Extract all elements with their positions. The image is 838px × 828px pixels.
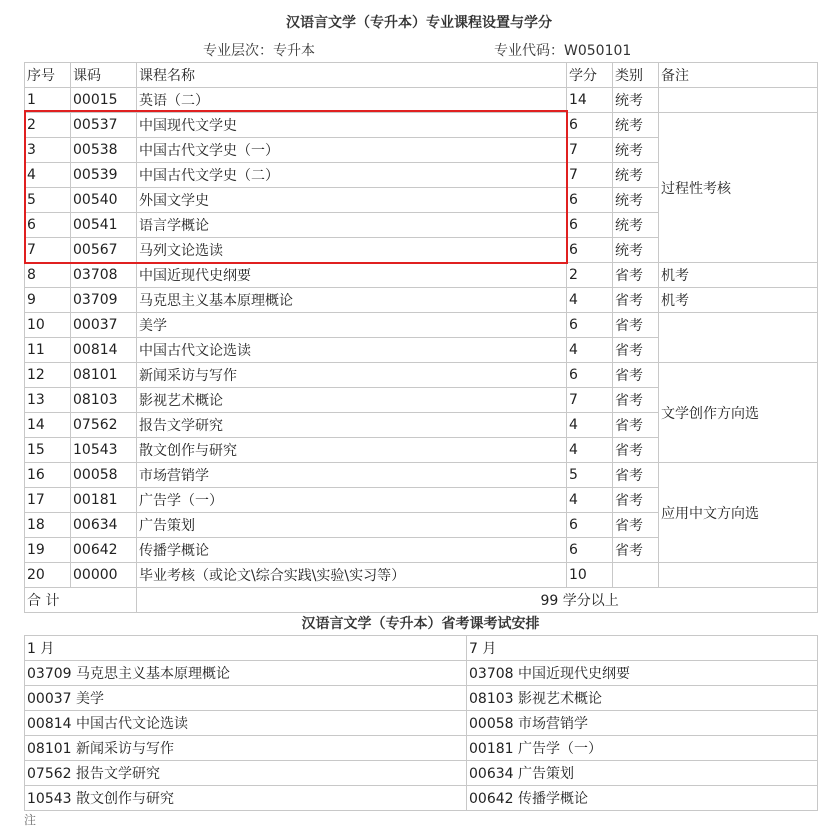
exam-row [25, 736, 818, 761]
course-seq: 11 [25, 338, 71, 363]
header-note: 备注 [659, 63, 818, 88]
course-name: 马列文论选读 [137, 238, 567, 263]
course-name: 中国古代文论选读 [137, 338, 567, 363]
exam-row [25, 661, 818, 686]
header-credit: 学分 [567, 63, 613, 88]
course-code: 00567 [71, 238, 137, 263]
course-credit: 6 [567, 513, 613, 538]
course-name: 散文创作与研究 [137, 438, 567, 463]
course-seq: 1 [25, 88, 71, 113]
course-seq: 4 [25, 163, 71, 188]
exam-jul-course: 00181 广告学（一） [467, 736, 818, 761]
course-credit: 5 [567, 463, 613, 488]
course-seq: 9 [25, 288, 71, 313]
course-code: 00540 [71, 188, 137, 213]
course-credit: 6 [567, 363, 613, 388]
header-seq: 序号 [25, 63, 71, 88]
course-code: 00634 [71, 513, 137, 538]
exam-jan-course: 07562 报告文学研究 [25, 761, 467, 786]
course-seq: 12 [25, 363, 71, 388]
course-name: 广告策划 [137, 513, 567, 538]
course-credit: 4 [567, 413, 613, 438]
exam-row [25, 786, 818, 811]
course-table [24, 62, 818, 613]
course-code: 00181 [71, 488, 137, 513]
course-code: 08103 [71, 388, 137, 413]
course-name: 报告文学研究 [137, 413, 567, 438]
course-note: 过程性考核 [659, 113, 818, 263]
course-seq: 19 [25, 538, 71, 563]
exam-header-jan: 1 月 [25, 636, 467, 661]
table-row [25, 563, 818, 588]
course-seq: 18 [25, 513, 71, 538]
course-code: 00541 [71, 213, 137, 238]
course-code: 03708 [71, 263, 137, 288]
course-credit: 10 [567, 563, 613, 588]
course-code: 00537 [71, 113, 137, 138]
course-credit: 4 [567, 438, 613, 463]
course-code: 08101 [71, 363, 137, 388]
course-seq: 8 [25, 263, 71, 288]
course-name: 外国文学史 [137, 188, 567, 213]
course-code: 00015 [71, 88, 137, 113]
course-credit: 4 [567, 288, 613, 313]
course-credit: 7 [567, 163, 613, 188]
total-value: 99 学分以上 [539, 588, 790, 613]
course-credit: 6 [567, 313, 613, 338]
header-code: 课码 [71, 63, 137, 88]
course-type: 省考 [613, 413, 659, 438]
header-row [25, 63, 818, 88]
total-spacer [137, 588, 567, 613]
course-code: 10543 [71, 438, 137, 463]
course-code: 00000 [71, 563, 137, 588]
exam-jul-course: 00642 传播学概论 [467, 786, 818, 811]
table-row [25, 463, 818, 488]
exam-header-row [25, 636, 818, 661]
exam-jan-course: 08101 新闻采访与写作 [25, 736, 467, 761]
course-code: 00037 [71, 313, 137, 338]
course-note: 应用中文方向选 [659, 463, 818, 563]
course-note: 机考 [659, 263, 818, 288]
course-code: 00814 [71, 338, 137, 363]
table-row [25, 263, 818, 288]
course-type: 统考 [613, 138, 659, 163]
table-row [25, 88, 818, 113]
page-title: 汉语言文学（专升本）专业课程设置与学分 [286, 15, 552, 31]
course-type: 省考 [613, 338, 659, 363]
course-code: 00539 [71, 163, 137, 188]
header-name: 课程名称 [137, 63, 567, 88]
exam-jul-course: 03708 中国近现代史纲要 [467, 661, 818, 686]
course-type: 统考 [613, 188, 659, 213]
exam-schedule-title: 汉语言文学（专升本）省考课考试安排 [301, 616, 540, 632]
exam-jan-course: 10543 散文创作与研究 [25, 786, 467, 811]
course-type: 省考 [613, 438, 659, 463]
course-seq: 14 [25, 413, 71, 438]
course-type: 省考 [613, 288, 659, 313]
course-seq: 20 [25, 563, 71, 588]
course-seq: 15 [25, 438, 71, 463]
table-row [25, 313, 818, 338]
exam-jul-course: 08103 影视艺术概论 [467, 686, 818, 711]
course-seq: 13 [25, 388, 71, 413]
course-type: 统考 [613, 163, 659, 188]
course-type: 统考 [613, 213, 659, 238]
course-type: 统考 [613, 238, 659, 263]
course-code: 00058 [71, 463, 137, 488]
table-row [25, 288, 818, 313]
total-row [25, 588, 818, 613]
course-type: 省考 [613, 388, 659, 413]
course-name: 中国古代文学史（一） [137, 138, 567, 163]
table-row [25, 113, 818, 138]
course-name: 新闻采访与写作 [137, 363, 567, 388]
course-name: 毕业考核（或论文\综合实践\实验\实习等） [137, 563, 567, 588]
course-type: 省考 [613, 488, 659, 513]
course-credit: 4 [567, 338, 613, 363]
course-name: 中国近现代史纲要 [137, 263, 567, 288]
course-type: 省考 [613, 263, 659, 288]
course-name: 英语（二） [137, 88, 567, 113]
course-code: 00538 [71, 138, 137, 163]
course-seq: 2 [25, 113, 71, 138]
course-note [659, 313, 818, 363]
major-code: 专业代码：W050101 [494, 43, 632, 59]
exam-schedule-table [24, 635, 818, 811]
course-seq: 5 [25, 188, 71, 213]
major-level: 专业层次：专升本 [203, 43, 315, 59]
course-seq: 17 [25, 488, 71, 513]
course-seq: 6 [25, 213, 71, 238]
exam-jul-course: 00058 市场营销学 [467, 711, 818, 736]
course-seq: 16 [25, 463, 71, 488]
course-credit: 6 [567, 113, 613, 138]
course-code: 07562 [71, 413, 137, 438]
course-seq: 3 [25, 138, 71, 163]
exam-row [25, 761, 818, 786]
course-code: 00642 [71, 538, 137, 563]
course-name: 传播学概论 [137, 538, 567, 563]
course-name: 语言学概论 [137, 213, 567, 238]
course-type: 省考 [613, 363, 659, 388]
course-credit: 6 [567, 538, 613, 563]
course-seq: 10 [25, 313, 71, 338]
course-credit: 6 [567, 213, 613, 238]
course-type: 统考 [613, 113, 659, 138]
course-credit: 7 [567, 138, 613, 163]
course-name: 中国现代文学史 [137, 113, 567, 138]
table-row [25, 363, 818, 388]
course-credit: 6 [567, 188, 613, 213]
course-note: 文学创作方向选 [659, 363, 818, 463]
course-credit: 2 [567, 263, 613, 288]
exam-row [25, 711, 818, 736]
exam-jan-course: 03709 马克思主义基本原理概论 [25, 661, 467, 686]
cut-off-note: 注 [24, 813, 37, 827]
course-seq: 7 [25, 238, 71, 263]
course-credit: 14 [567, 88, 613, 113]
course-name: 马克思主义基本原理概论 [137, 288, 567, 313]
course-type: 省考 [613, 513, 659, 538]
exam-jul-course: 00634 广告策划 [467, 761, 818, 786]
header-type: 类别 [613, 63, 659, 88]
exam-row [25, 686, 818, 711]
course-type [613, 563, 659, 588]
course-type: 省考 [613, 463, 659, 488]
course-credit: 7 [567, 388, 613, 413]
course-note [659, 88, 818, 113]
course-name: 市场营销学 [137, 463, 567, 488]
course-note: 机考 [659, 288, 818, 313]
course-name: 美学 [137, 313, 567, 338]
course-code: 03709 [71, 288, 137, 313]
course-type: 省考 [613, 538, 659, 563]
course-credit: 6 [567, 238, 613, 263]
course-name: 广告学（一） [137, 488, 567, 513]
course-name: 影视艺术概论 [137, 388, 567, 413]
course-type: 省考 [613, 313, 659, 338]
course-type: 统考 [613, 88, 659, 113]
exam-jan-course: 00037 美学 [25, 686, 467, 711]
course-name: 中国古代文学史（二） [137, 163, 567, 188]
course-note [659, 563, 818, 588]
course-credit: 4 [567, 488, 613, 513]
total-label: 合 计 [25, 588, 137, 613]
exam-jan-course: 00814 中国古代文论选读 [25, 711, 467, 736]
exam-header-jul: 7 月 [467, 636, 818, 661]
